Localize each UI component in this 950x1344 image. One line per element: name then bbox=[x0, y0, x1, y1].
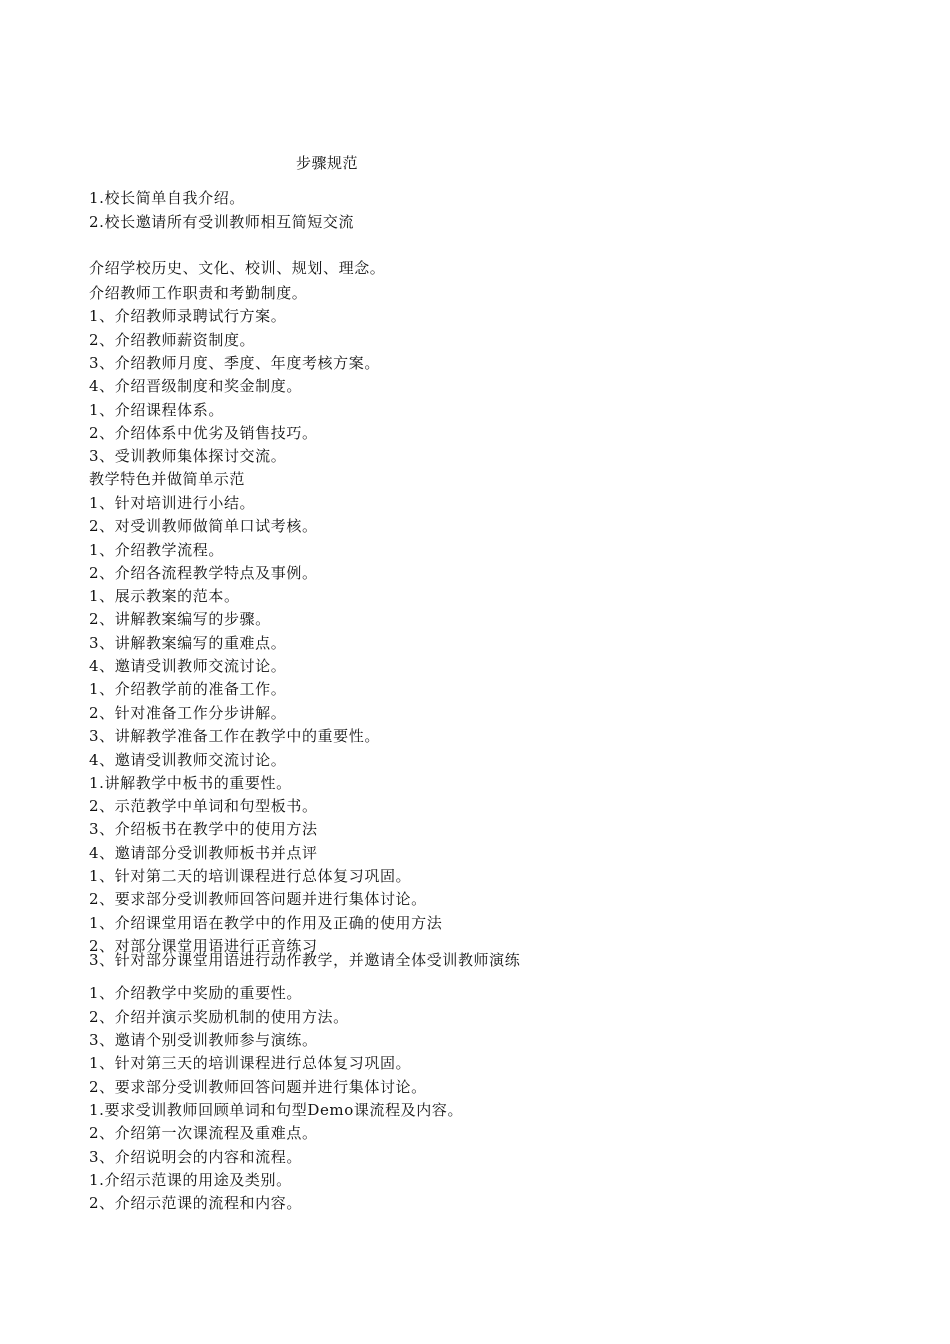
text-line: 1、针对第二天的培训课程进行总体复习巩固。 bbox=[89, 867, 412, 885]
text-line: 1、介绍课堂用语在教学中的作用及正确的使用方法 bbox=[89, 914, 443, 932]
text-line: 3、介绍板书在教学中的使用方法 bbox=[89, 820, 318, 838]
text-line: 2、讲解教案编写的步骤。 bbox=[89, 610, 271, 628]
text-line: 3、讲解教学准备工作在教学中的重要性。 bbox=[89, 727, 380, 745]
text-line: 3、介绍教师月度、季度、年度考核方案。 bbox=[89, 354, 380, 372]
text-line: 3、针对部分课堂用语进行动作教学，并邀请全体受训教师演练 bbox=[89, 951, 521, 969]
text-line: 4、邀请受训教师交流讨论。 bbox=[89, 751, 287, 769]
text-line: 教学特色并做简单示范 bbox=[89, 470, 246, 488]
text-line: 2、对部分课堂用语进行正音练习 bbox=[89, 937, 318, 955]
text-line: 3、邀请个别受训教师参与演练。 bbox=[89, 1031, 318, 1049]
text-line: 4、邀请部分受训教师板书并点评 bbox=[89, 844, 318, 862]
text-line: 2、介绍各流程教学特点及事例。 bbox=[89, 564, 318, 582]
text-line: 3、讲解教案编写的重难点。 bbox=[89, 634, 287, 652]
text-line: 2、要求部分受训教师回答问题并进行集体讨论。 bbox=[89, 1078, 427, 1096]
text-line: 2、介绍并演示奖励机制的使用方法。 bbox=[89, 1008, 349, 1026]
text-line: 1、针对培训进行小结。 bbox=[89, 494, 256, 512]
text-line: 1、展示教案的范本。 bbox=[89, 587, 240, 605]
text-line: 2、对受训教师做简单口试考核。 bbox=[89, 517, 318, 535]
text-line: 2、介绍体系中优劣及销售技巧。 bbox=[89, 424, 318, 442]
document-title: 步骤规范 bbox=[296, 154, 359, 172]
text-line: 1、介绍教学流程。 bbox=[89, 541, 224, 559]
text-line: 1、介绍教学前的准备工作。 bbox=[89, 680, 287, 698]
text-line: 1.要求受训教师回顾单词和句型Demo课流程及内容。 bbox=[89, 1101, 464, 1119]
text-line: 2、示范教学中单词和句型板书。 bbox=[89, 797, 318, 815]
text-line: 4、介绍晋级制度和奖金制度。 bbox=[89, 377, 302, 395]
text-line: 3、受训教师集体探讨交流。 bbox=[89, 447, 287, 465]
text-line: 1、针对第三天的培训课程进行总体复习巩固。 bbox=[89, 1054, 412, 1072]
text-line: 4、邀请受训教师交流讨论。 bbox=[89, 657, 287, 675]
text-line: 介绍教师工作职责和考勤制度。 bbox=[89, 284, 308, 302]
text-line: 2、介绍教师薪资制度。 bbox=[89, 331, 256, 349]
text-line: 2、介绍示范课的流程和内容。 bbox=[89, 1194, 302, 1212]
text-line: 1.讲解教学中板书的重要性。 bbox=[89, 774, 292, 792]
text-line: 1、介绍教学中奖励的重要性。 bbox=[89, 984, 302, 1002]
text-line: 1、介绍教师录聘试行方案。 bbox=[89, 307, 287, 325]
text-line: 2.校长邀请所有受训教师相互简短交流 bbox=[89, 213, 355, 231]
text-line: 1.校长简单自我介绍。 bbox=[89, 189, 245, 207]
text-line: 2、介绍第一次课流程及重难点。 bbox=[89, 1124, 318, 1142]
text-line: 2、针对准备工作分步讲解。 bbox=[89, 704, 287, 722]
text-line: 3、介绍说明会的内容和流程。 bbox=[89, 1148, 302, 1166]
text-line: 1.介绍示范课的用途及类别。 bbox=[89, 1171, 292, 1189]
text-line: 2、要求部分受训教师回答问题并进行集体讨论。 bbox=[89, 890, 427, 908]
text-line: 1、介绍课程体系。 bbox=[89, 401, 224, 419]
text-line: 介绍学校历史、文化、校训、规划、理念。 bbox=[89, 259, 386, 277]
